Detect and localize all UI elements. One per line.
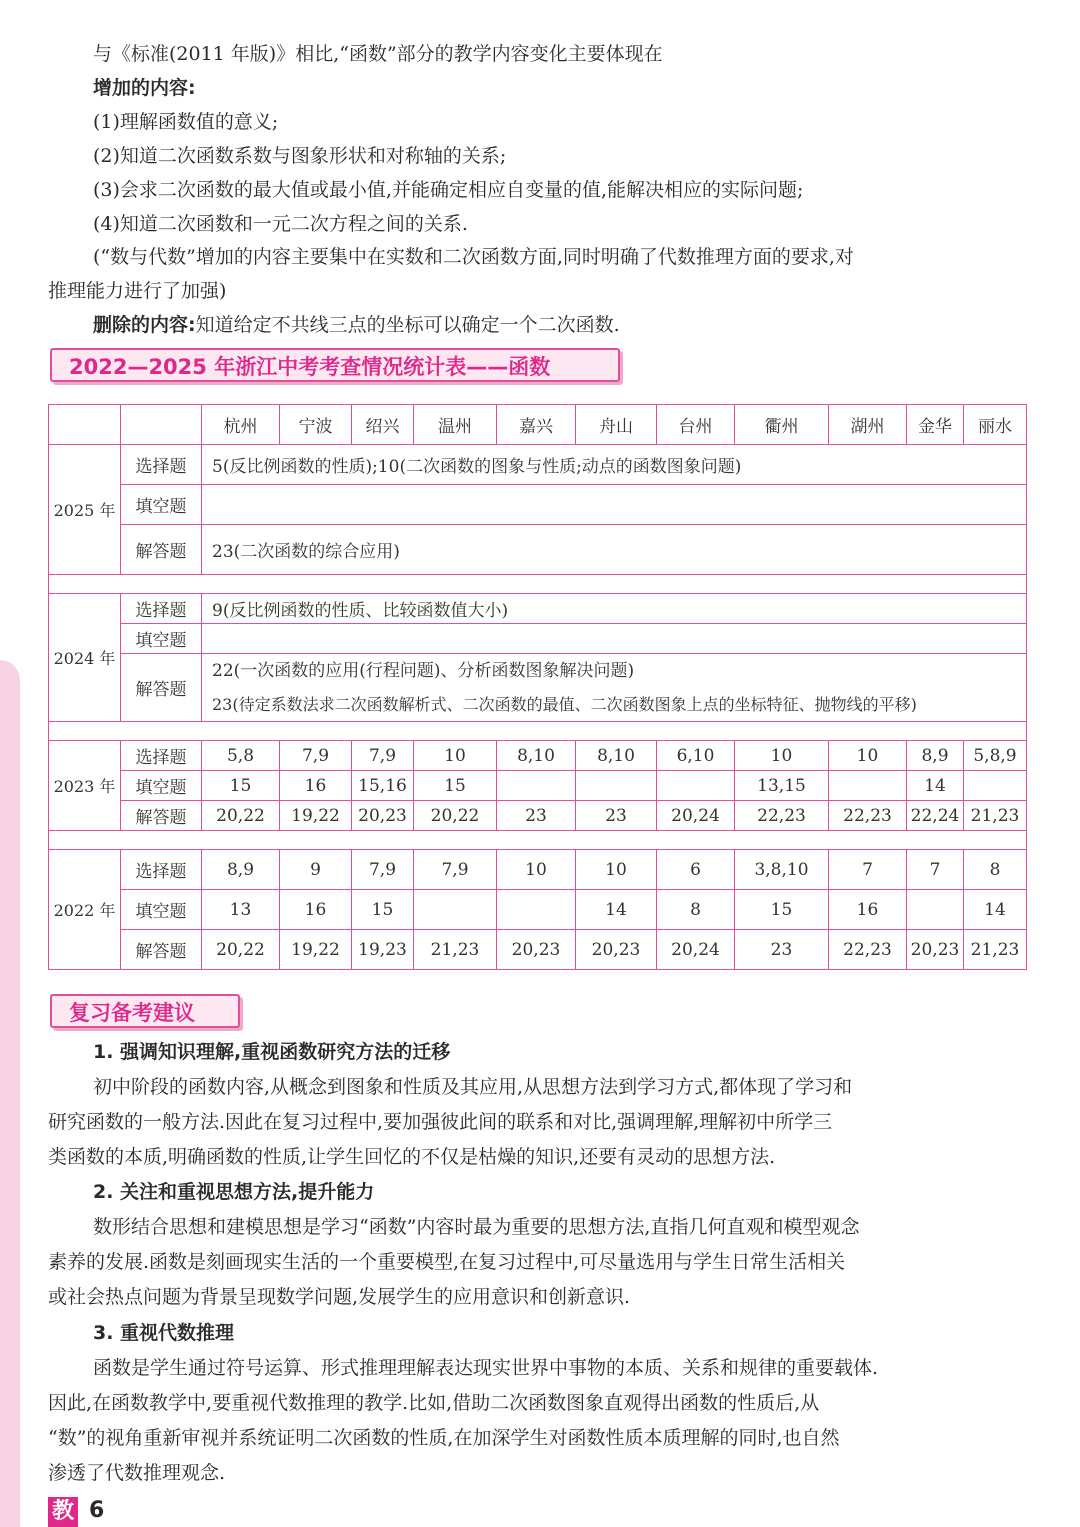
cell: 20,22 [202, 801, 280, 831]
cell: 6,10 [657, 741, 735, 771]
cell [964, 771, 1027, 801]
paragraph-line: 类函数的本质,明确函数的性质,让学生回忆的不仅是枯燥的知识,还要有灵动的思想方法. [48, 1146, 776, 1168]
cell: 10 [576, 850, 657, 890]
cell [907, 890, 964, 930]
cell: 14 [964, 890, 1027, 930]
spacer [49, 575, 1027, 594]
cell: 15,16 [352, 771, 414, 801]
cell: 7,9 [352, 741, 414, 771]
corner-cell [49, 405, 121, 445]
type-label: 填空题 [121, 485, 202, 525]
year-label: 2025 年 [49, 445, 121, 575]
cell: 16 [829, 890, 907, 930]
table-row [49, 850, 1027, 890]
answer-line: 22(一次函数的应用(行程问题)、分析函数图象解决问题) [212, 660, 635, 681]
city-header: 嘉兴 [497, 405, 576, 445]
cell: 14 [576, 890, 657, 930]
cell: 3,8,10 [735, 850, 829, 890]
table-row [49, 525, 1027, 575]
cell: 15 [202, 771, 280, 801]
cell: 21,23 [414, 930, 497, 970]
cell: 19,22 [280, 930, 352, 970]
corner-cell [121, 405, 202, 445]
table-title: 2022—2025 年浙江中考考查情况统计表——函数 [50, 348, 620, 382]
cell: 15 [414, 771, 497, 801]
cell [829, 771, 907, 801]
advice-heading: 3. 重视代数推理 [93, 1322, 235, 1344]
spacer [49, 722, 1027, 741]
cell [202, 624, 1027, 654]
city-header: 湖州 [829, 405, 907, 445]
cell: 6 [657, 850, 735, 890]
type-label: 选择题 [121, 445, 202, 485]
cell: 7 [829, 850, 907, 890]
cell: 8,10 [497, 741, 576, 771]
cell: 23 [576, 801, 657, 831]
city-header: 温州 [414, 405, 497, 445]
table-row [49, 890, 1027, 930]
deleted-text: 知道给定不共线三点的坐标可以确定一个二次函数. [195, 314, 620, 336]
type-label: 填空题 [121, 624, 202, 654]
cell: 23 [497, 801, 576, 831]
cell: 7,9 [414, 850, 497, 890]
cell [657, 771, 735, 801]
type-label: 解答题 [121, 930, 202, 970]
paragraph-line: 函数是学生通过符号运算、形式推理理解表达现实世界中事物的本质、关系和规律的重要载体. [93, 1357, 879, 1379]
cell: 8 [657, 890, 735, 930]
cell: 7,9 [352, 850, 414, 890]
cell: 8,9 [907, 741, 964, 771]
paragraph-line: 渗透了代数推理观念. [48, 1462, 226, 1484]
advice-title: 复习备考建议 [50, 994, 240, 1028]
cell: 8,10 [576, 741, 657, 771]
cell: 10 [735, 741, 829, 771]
paragraph-line: 初中阶段的函数内容,从概念到图象和性质及其应用,从思想方法到学习方式,都体现了学习和 [93, 1076, 853, 1098]
cell: 14 [907, 771, 964, 801]
cell: 16 [280, 771, 352, 801]
cell: 15 [352, 890, 414, 930]
added-item: (4)知道二次函数和一元二次方程之间的关系. [93, 213, 468, 235]
cell: 5(反比例函数的性质);10(二次函数的图象与性质;动点的函数图象问题) [202, 445, 1027, 485]
spacer [49, 831, 1027, 850]
cell [497, 771, 576, 801]
type-label: 选择题 [121, 594, 202, 624]
cell: 10 [829, 741, 907, 771]
cell: 15 [735, 890, 829, 930]
city-header: 衢州 [735, 405, 829, 445]
cell: 22,24 [907, 801, 964, 831]
table-row [49, 741, 1027, 771]
advice-heading: 1. 强调知识理解,重视函数研究方法的迁移 [93, 1041, 451, 1063]
cell: 20,24 [657, 801, 735, 831]
table-row [49, 930, 1027, 970]
table-row [49, 801, 1027, 831]
cell: 23(二次函数的综合应用) [202, 525, 1027, 575]
cell: 21,23 [964, 930, 1027, 970]
table-row [49, 445, 1027, 485]
city-header: 台州 [657, 405, 735, 445]
paragraph-line: 或社会热点问题为背景呈现数学问题,发展学生的应用意识和创新意识. [48, 1286, 631, 1308]
cell: 5,8,9 [964, 741, 1027, 771]
cell: 5,8 [202, 741, 280, 771]
cell: 13 [202, 890, 280, 930]
year-label: 2022 年 [49, 850, 121, 970]
type-label: 填空题 [121, 890, 202, 930]
paragraph-line: 研究函数的一般方法.因此在复习过程中,要加强彼此间的联系和对比,强调理解,理解初中所学三 [48, 1111, 833, 1133]
paragraph-line: 数形结合思想和建模思想是学习“函数”内容时最为重要的思想方法,直指几何直观和模型观念 [93, 1216, 860, 1238]
cell: 20,22 [202, 930, 280, 970]
city-header: 丽水 [964, 405, 1027, 445]
note-line: (“数与代数”增加的内容主要集中在实数和二次函数方面,同时明确了代数推理方面的要求,对 [93, 246, 854, 268]
cell [576, 771, 657, 801]
page-number: 6 [89, 1498, 105, 1523]
spacer-row [49, 722, 1027, 741]
cell: 19,23 [352, 930, 414, 970]
cell: 20,23 [497, 930, 576, 970]
deleted-heading: 删除的内容: [93, 314, 196, 336]
cell: 20,22 [414, 801, 497, 831]
header-row [49, 405, 1027, 445]
type-label: 解答题 [121, 654, 202, 722]
cell: 9(反比例函数的性质、比较函数值大小) [202, 594, 1027, 624]
table-row [49, 654, 1027, 722]
table-row [49, 624, 1027, 654]
cell: 22,23 [829, 930, 907, 970]
type-label: 解答题 [121, 801, 202, 831]
cell: 8 [964, 850, 1027, 890]
city-header: 杭州 [202, 405, 280, 445]
cell: 22,23 [735, 801, 829, 831]
cell: 22,23 [829, 801, 907, 831]
year-label: 2023 年 [49, 741, 121, 831]
cell: 9 [280, 850, 352, 890]
cell [202, 485, 1027, 525]
stats-table [48, 404, 1027, 970]
cell: 7,9 [280, 741, 352, 771]
cell: 8,9 [202, 850, 280, 890]
type-label: 选择题 [121, 850, 202, 890]
city-header: 金华 [907, 405, 964, 445]
cell: 10 [414, 741, 497, 771]
intro-line: 与《标准(2011 年版)》相比,“函数”部分的教学内容变化主要体现在 [93, 43, 663, 65]
advice-heading: 2. 关注和重视思想方法,提升能力 [93, 1181, 375, 1203]
cell: 13,15 [735, 771, 829, 801]
cell: 20,24 [657, 930, 735, 970]
year-label: 2024 年 [49, 594, 121, 722]
paragraph-line: 因此,在函数教学中,要重视代数推理的教学.比如,借助二次函数图象直观得出函数的性质后,从 [48, 1392, 820, 1414]
cell: 16 [280, 890, 352, 930]
table-row [49, 771, 1027, 801]
table-row [49, 594, 1027, 624]
answer-line: 23(待定系数法求二次函数解析式、二次函数的最值、二次函数图象上点的坐标特征、抛物线的平移) [212, 694, 917, 714]
table-row [49, 485, 1027, 525]
cell [202, 654, 1027, 722]
cell [414, 890, 497, 930]
cell: 20,23 [907, 930, 964, 970]
paragraph-line: “数”的视角重新审视并系统证明二次函数的性质,在加深学生对函数性质本质理解的同时,也自然 [48, 1427, 840, 1449]
deleted-line [48, 308, 1028, 342]
type-label: 选择题 [121, 741, 202, 771]
footer-logo: 教 [48, 1497, 78, 1527]
cell: 23 [735, 930, 829, 970]
type-label: 填空题 [121, 771, 202, 801]
cell: 20,23 [352, 801, 414, 831]
cell: 10 [497, 850, 576, 890]
added-item: (1)理解函数值的意义; [93, 111, 279, 133]
spacer-row [49, 575, 1027, 594]
type-label: 解答题 [121, 525, 202, 575]
cell: 21,23 [964, 801, 1027, 831]
cell [497, 890, 576, 930]
note-line: 推理能力进行了加强) [48, 280, 227, 302]
spacer-row [49, 831, 1027, 850]
side-decoration [0, 660, 20, 1527]
city-header: 绍兴 [352, 405, 414, 445]
paragraph-line: 素养的发展.函数是刻画现实生活的一个重要模型,在复习过程中,可尽量选用与学生日常生活相关 [48, 1251, 846, 1273]
added-heading: 增加的内容: [93, 77, 196, 99]
cell: 19,22 [280, 801, 352, 831]
cell: 7 [907, 850, 964, 890]
city-header: 宁波 [280, 405, 352, 445]
city-header: 舟山 [576, 405, 657, 445]
cell: 20,23 [576, 930, 657, 970]
added-item: (3)会求二次函数的最大值或最小值,并能确定相应自变量的值,能解决相应的实际问题; [93, 179, 804, 201]
added-item: (2)知道二次函数系数与图象形状和对称轴的关系; [93, 145, 507, 167]
